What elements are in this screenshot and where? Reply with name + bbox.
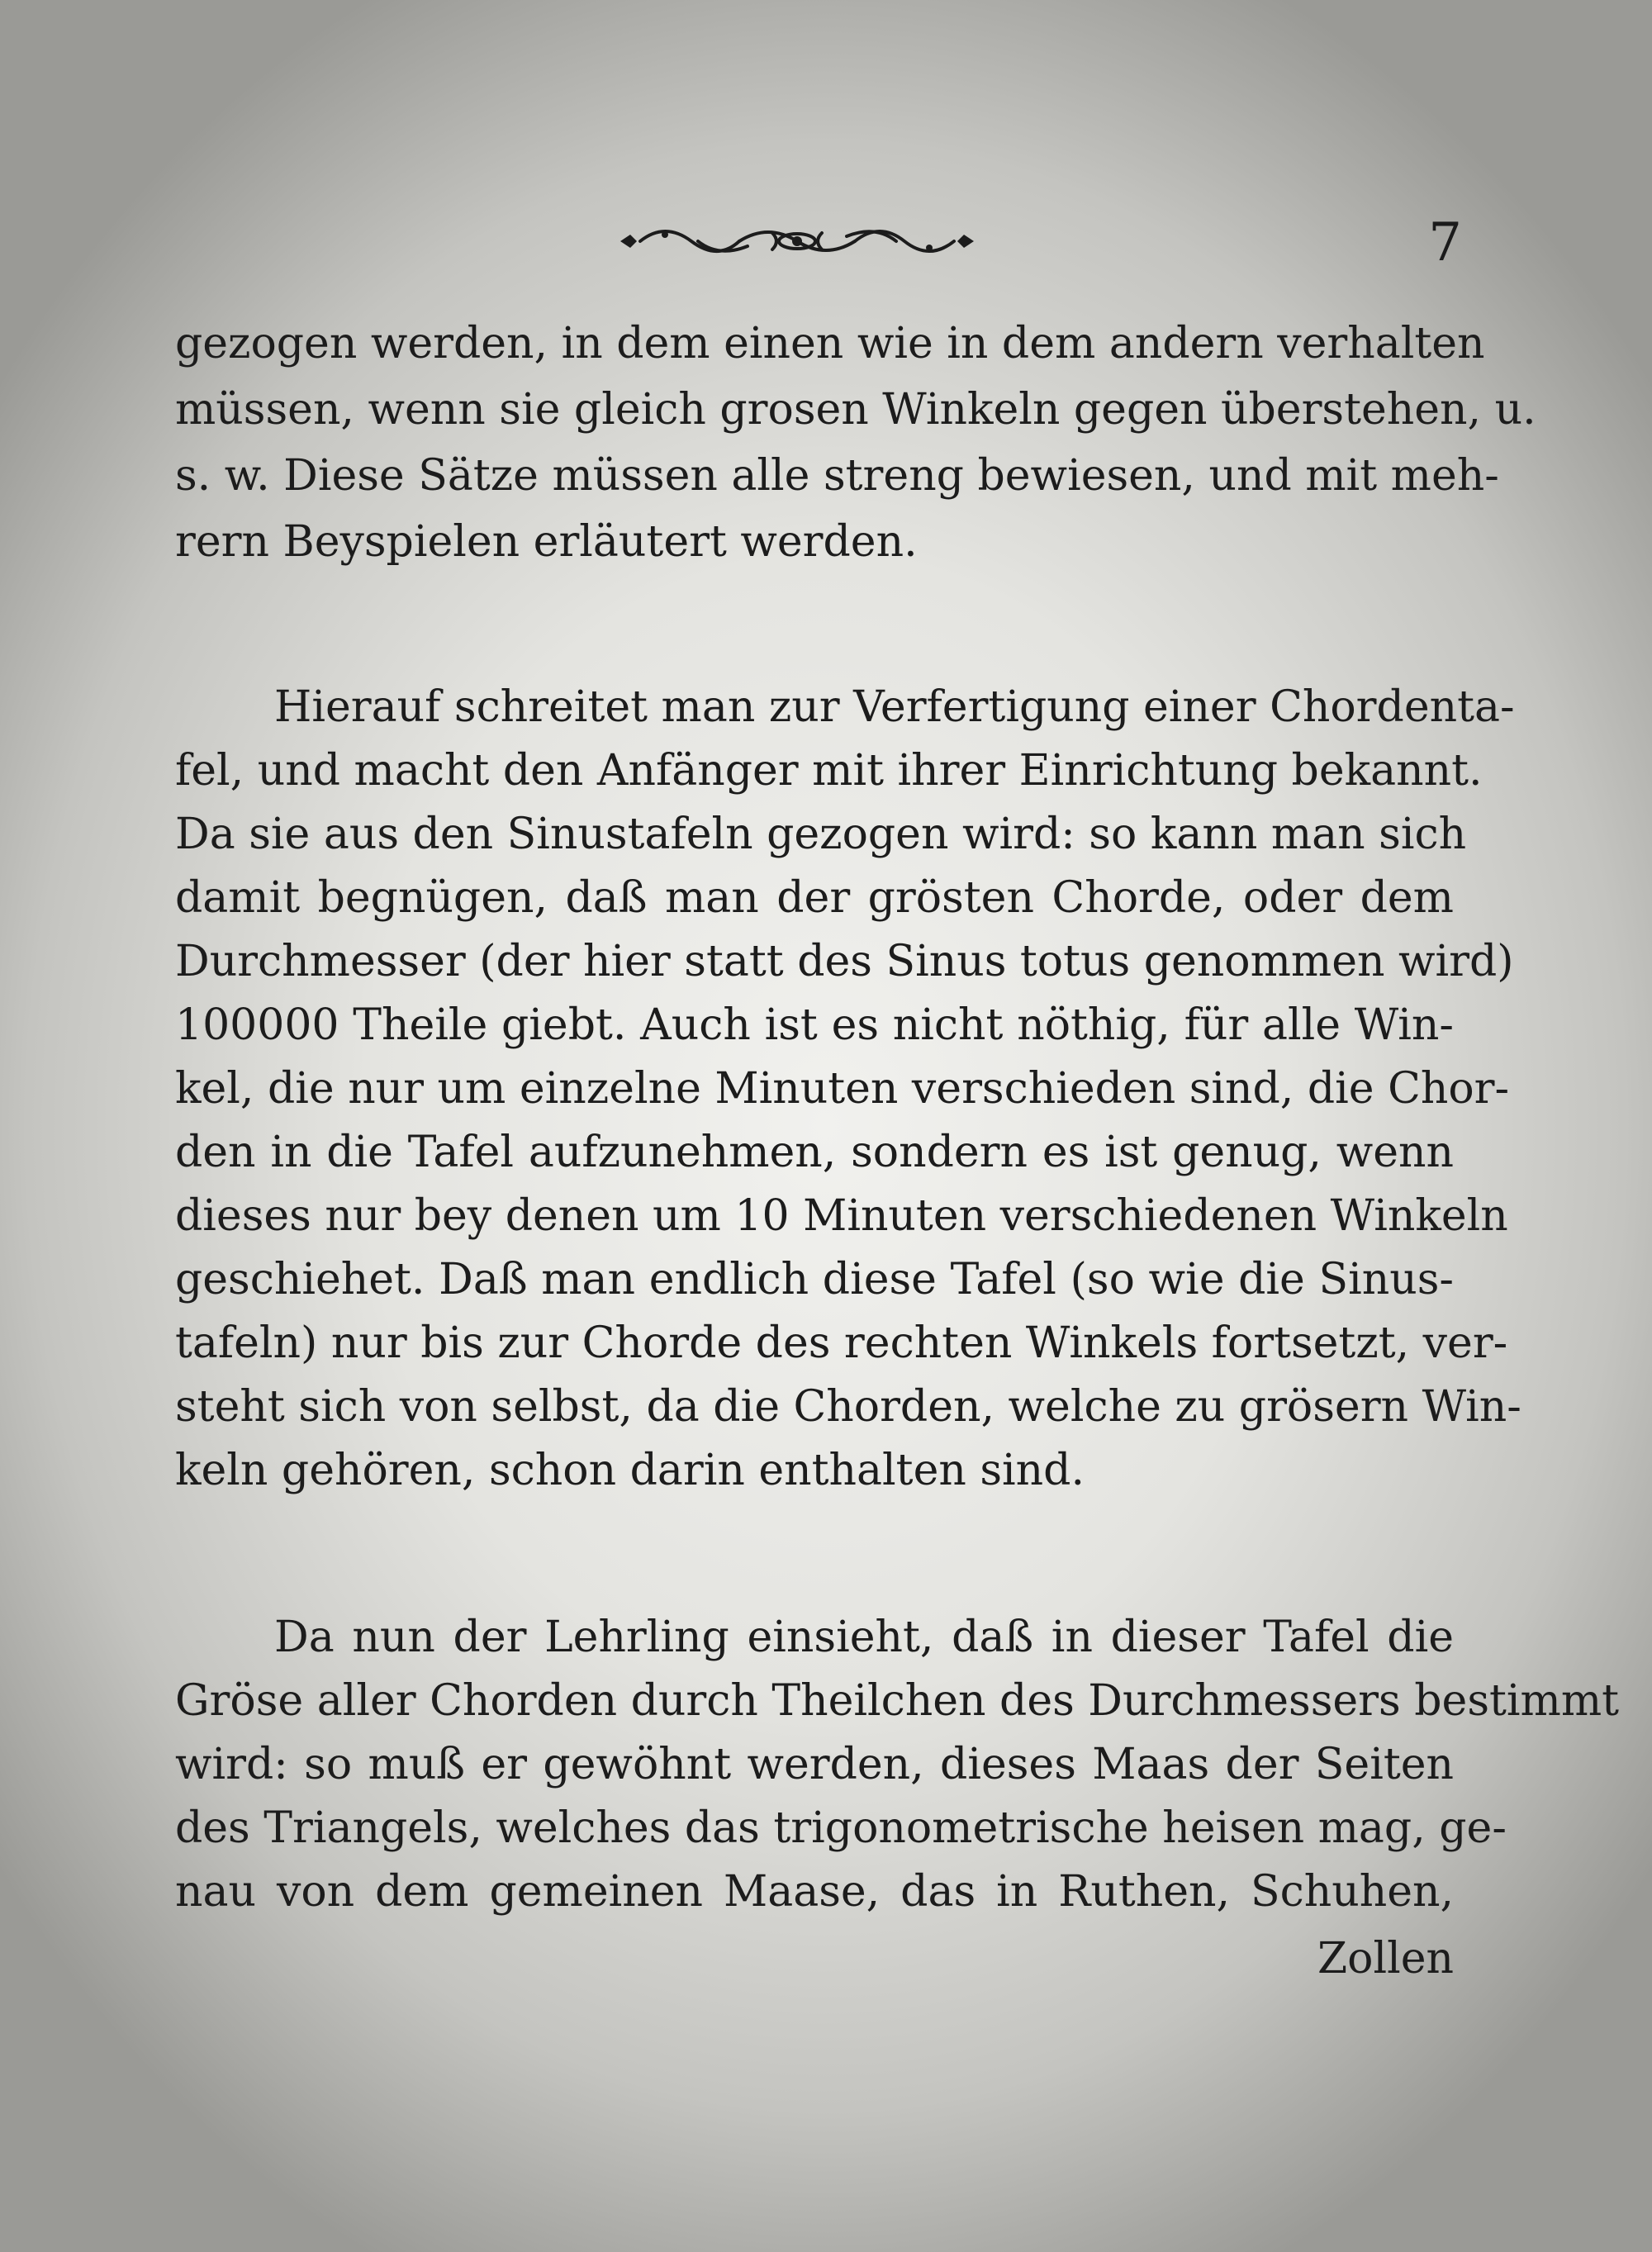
text-line: tafeln) nur bis zur Chorde des rechten Winkels fortsetzt, ver- bbox=[175, 1318, 1508, 1368]
text-line: rern Beyspielen erläutert werden. bbox=[175, 517, 918, 567]
text-line: steht sich von selbst, da die Chorden, welche zu grösern Win- bbox=[175, 1382, 1521, 1432]
page-number: 7 bbox=[1428, 212, 1462, 273]
text-line: kel, die nur um einzelne Minuten verschieden sind, die Chor- bbox=[175, 1064, 1510, 1114]
text-line: des Triangels, welches das trigonometrische heisen mag, ge- bbox=[175, 1803, 1507, 1853]
text-line: den in die Tafel aufzunehmen, sondern es ist genug, wenn bbox=[175, 1128, 1454, 1177]
text-line: müssen, wenn sie gleich grosen Winkeln gegen überstehen, u. bbox=[175, 385, 1536, 435]
floral-vine-ornament bbox=[615, 216, 979, 266]
text-line: s. w. Diese Sätze müssen alle streng bewiesen, und mit meh- bbox=[175, 451, 1499, 501]
text-line: wird: so muß er gewöhnt werden, dieses Maas der Seiten bbox=[175, 1740, 1454, 1789]
catchword: Zollen bbox=[1317, 1934, 1454, 1984]
text-line: Da sie aus den Sinustafeln gezogen wird: so kann man sich bbox=[175, 810, 1467, 859]
text-line: damit begnügen, daß man der grösten Chorde, oder dem bbox=[175, 873, 1454, 923]
text-line: 100000 Theile giebt. Auch ist es nicht nöthig, für alle Win- bbox=[175, 1000, 1454, 1050]
text-line: Gröse aller Chorden durch Theilchen des Durchmessers bestimmt bbox=[175, 1676, 1620, 1726]
text-line: dieses nur bey denen um 10 Minuten verschiedenen Winkeln bbox=[175, 1191, 1508, 1241]
text-line: gezogen werden, in dem einen wie in dem andern verhalten bbox=[175, 319, 1485, 368]
text-line: nau von dem gemeinen Maase, das in Ruthen, Schuhen, bbox=[175, 1867, 1454, 1917]
text-line: fel, und macht den Anfänger mit ihrer Einrichtung bekannt. bbox=[175, 746, 1483, 796]
text-line: Hierauf schreitet man zur Verfertigung einer Chordenta- bbox=[274, 682, 1515, 732]
text-line: keln gehören, schon darin enthalten sind. bbox=[175, 1446, 1085, 1495]
text-line: Durchmesser (der hier statt des Sinus totus genommen wird) bbox=[175, 937, 1514, 986]
text-line: Da nun der Lehrling einsieht, daß in dieser Tafel die bbox=[274, 1613, 1454, 1662]
text-line: geschiehet. Daß man endlich diese Tafel (so wie die Sinus- bbox=[175, 1255, 1454, 1304]
